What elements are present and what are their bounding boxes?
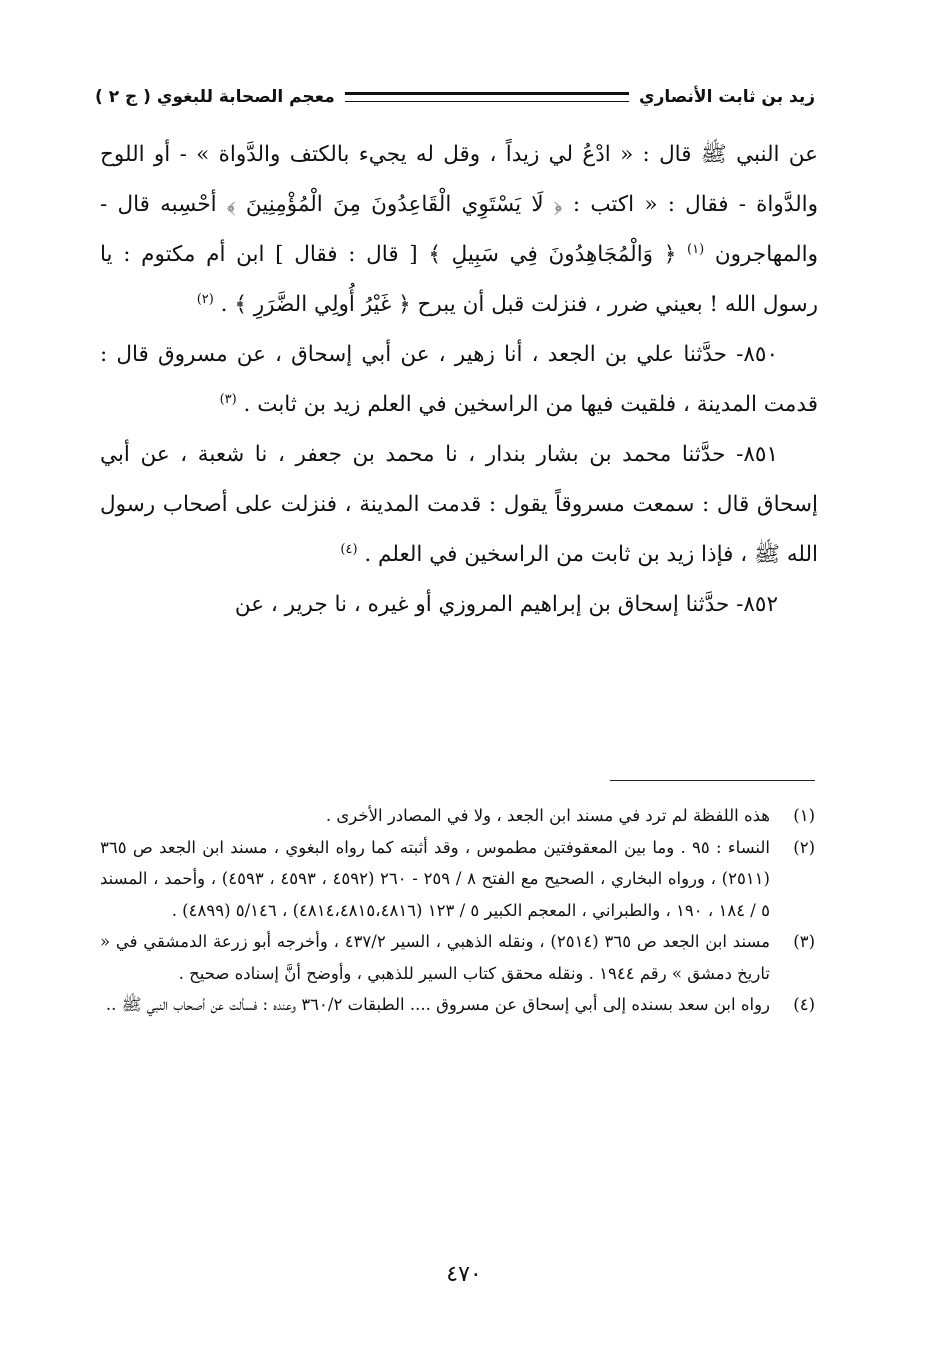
header-rule — [345, 92, 629, 102]
footnote-separator — [610, 780, 815, 781]
paragraph-text: ٨٥٢- حدَّثنا إسحاق بن إبراهيم المروزي أو غيره ، نا جرير ، عن — [234, 592, 778, 617]
header-book-title: معجم الصحابة للبغوي ( ج ٢ ) — [95, 87, 335, 107]
footnote-ref: (٢) — [196, 291, 214, 307]
paragraph — [100, 330, 818, 430]
footnote-number: (٢) — [793, 837, 815, 857]
footnote-text: مسند ابن الجعد ص ٣٦٥ (٢٥١٤) ، ونقله الذهبي ، السير ٤٣٧/٢ ، وأخرجه أبو زرعة الدمشقي في « تاريخ دمشق » رقم ١٩٤٤ . ونقله محقق كتاب السير للذهبي ، وأوضح أنَّ إسناده صحيح . — [100, 932, 771, 983]
footnote-number: (٤) — [793, 995, 815, 1014]
footnote-number: (٣) — [793, 932, 815, 951]
footnote — [100, 926, 815, 989]
paragraph — [100, 130, 818, 330]
main-text — [100, 130, 818, 630]
paragraph — [100, 580, 818, 630]
header-section-title: زيد بن ثابت الأنصاري — [639, 87, 815, 107]
footnote — [100, 832, 815, 927]
page-header — [95, 82, 815, 112]
footnote-text: رواه ابن سعد بسنده إلى أبي إسحاق عن مسروق .... الطبقات ٣٦٠/٢ وعنده : فسألت عن أصحاب النبي ﷺ .. — [105, 995, 770, 1014]
footnote-number: (١) — [793, 806, 815, 825]
footnote — [100, 989, 815, 1021]
footnote-ref: (٤) — [340, 541, 358, 557]
paragraph-text: عن النبي ﷺ قال : « ادْعُ لي زيداً ، وقل له يجيء بالكتف والدَّواة » - أو اللوح والدَّواة - فقال : « اكتب : ﴿ لَا يَسْتَوِي الْقَاعِدُونَ مِنَ الْمُؤْمِنِينَ ﴾ أحْسِبه قال - والمهاجرون — [100, 142, 818, 267]
paragraph — [100, 430, 818, 580]
paragraph-text: ٨٥١- حدَّثنا محمد بن بشار بندار ، نا محمد بن جعفر ، نا شعبة ، عن أبي إسحاق قال : سمعت مسروقاً يقول : قدمت المدينة ، فنزلت على أصحاب رسول الله ﷺ ، فإذا زيد بن ثابت من الراسخين في العلم . — [100, 442, 818, 567]
paragraph-text: ٨٥٠- حدَّثنا علي بن الجعد ، أنا زهير ، عن أبي إسحاق ، عن مسروق قال : قدمت المدينة ، فلقيت فيها من الراسخين في العلم زيد بن ثابت . — [100, 342, 818, 417]
footnote-ref: (١) — [687, 241, 705, 257]
footnote — [100, 800, 815, 832]
paragraph-text: ﴿ وَالْمُجَاهِدُونَ فِي سَبِيلِ ﴾ [ قال : فقال ] ابن أم مكتوم : يا رسول الله ! بعيني ضرر ، فنزلت قبل أن يبرح ﴿ غَيْرُ أُولِي الضَّرَرِ ﴾ . — [100, 242, 818, 317]
footnote-ref: (٣) — [219, 391, 237, 407]
page-number: ٤٧٠ — [446, 1262, 482, 1287]
footnote-text: هذه اللفظة لم ترد في مسند ابن الجعد ، ولا في المصادر الأخرى . — [325, 806, 770, 825]
footnotes — [100, 800, 815, 1021]
footnote-text: النساء : ٩٥ . وما بين المعقوفتين مطموس ، وقد أثبته كما رواه البغوي ، مسند ابن الجعد ص ٣٦٥ (٢٥١١) ، ورواه البخاري ، الصحيح مع الفتح ٨ / ٢٥٩ - ٢٦٠ (٤٥٩٢ ، ٤٥٩٣ ، ٤٥٩٣) ، وأحمد ، المسند ٥ / ١٨٤ ، ١٩٠ ، والطبراني ، المعجم الكبير ٥ / ١٢٣ (٤٨١٤،٤٨١٥،٤٨١٦) ، ٥/١٤٦ (٤٨٩٩) . — [100, 837, 770, 920]
